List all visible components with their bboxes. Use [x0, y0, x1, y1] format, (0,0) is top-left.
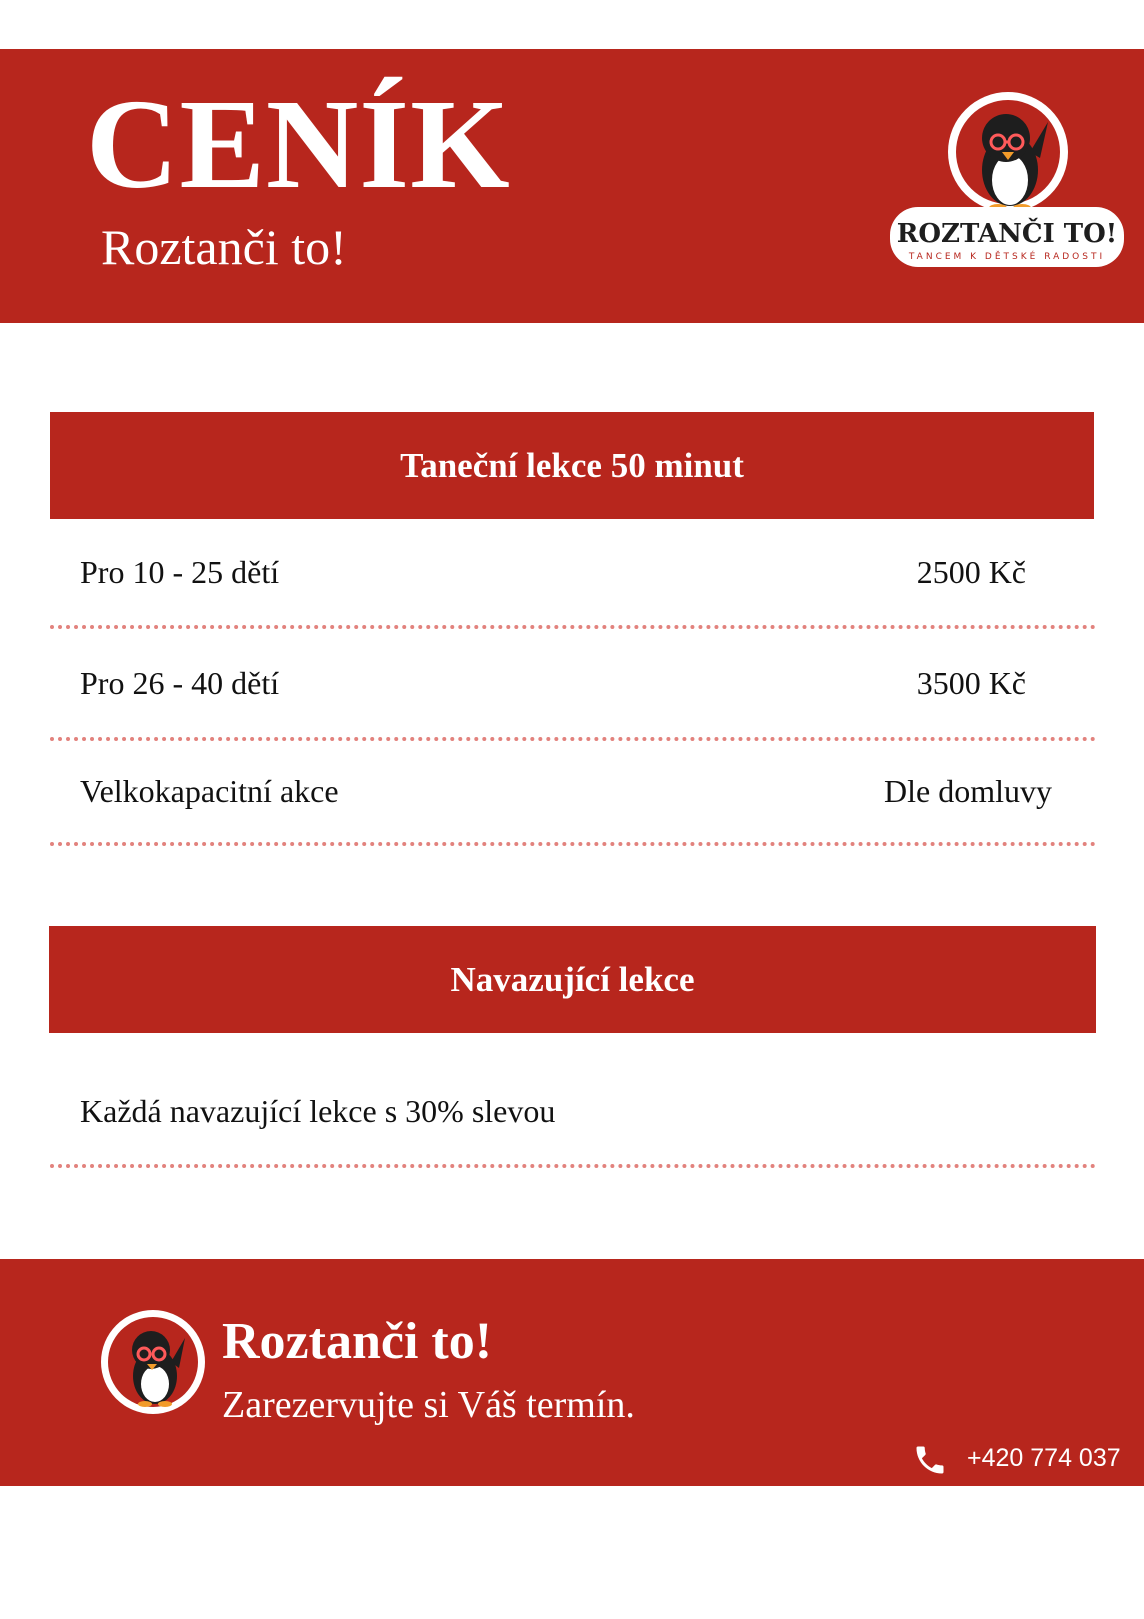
footer-title: Roztanči to! [222, 1313, 493, 1370]
svg-text:TANCEM K DĚTSKÉ RADOSTI: TANCEM K DĚTSKÉ RADOSTI [908, 252, 1106, 262]
penguin-logo-icon [888, 92, 1126, 277]
dotted-divider [50, 737, 1096, 741]
page-title: CENÍK [86, 73, 511, 215]
section-header-dance-lessons [50, 412, 1094, 519]
section-title: Taneční lekce 50 minut [400, 445, 744, 485]
section-header-follow-up-lessons [49, 926, 1096, 1033]
dotted-divider [50, 625, 1096, 629]
dotted-divider [50, 842, 1096, 846]
section-title: Navazující lekce [450, 959, 695, 999]
price-row-label: Pro 10 - 25 dětí [80, 554, 280, 590]
price-row-label: Každá navazující lekce s 30% slevou [80, 1093, 556, 1129]
dotted-divider [50, 1164, 1096, 1168]
price-row-label: Velkokapacitní akce [80, 773, 339, 809]
price-row-value: Dle domluvy [884, 773, 1052, 809]
price-row-value: 2500 Kč [916, 554, 1026, 590]
phone-number[interactable]: +420 774 037 [967, 1444, 1121, 1472]
phone-icon [912, 1442, 948, 1478]
svg-text:ROZTANČI TO!: ROZTANČI TO! [896, 219, 1118, 249]
price-row-value: 3500 Kč [916, 665, 1026, 701]
footer-subtitle: Zarezervujte si Váš termín. [222, 1384, 635, 1426]
page-subtitle: Roztanči to! [101, 219, 347, 275]
price-row-label: Pro 26 - 40 dětí [80, 665, 280, 701]
penguin-logo-icon [101, 1310, 205, 1414]
